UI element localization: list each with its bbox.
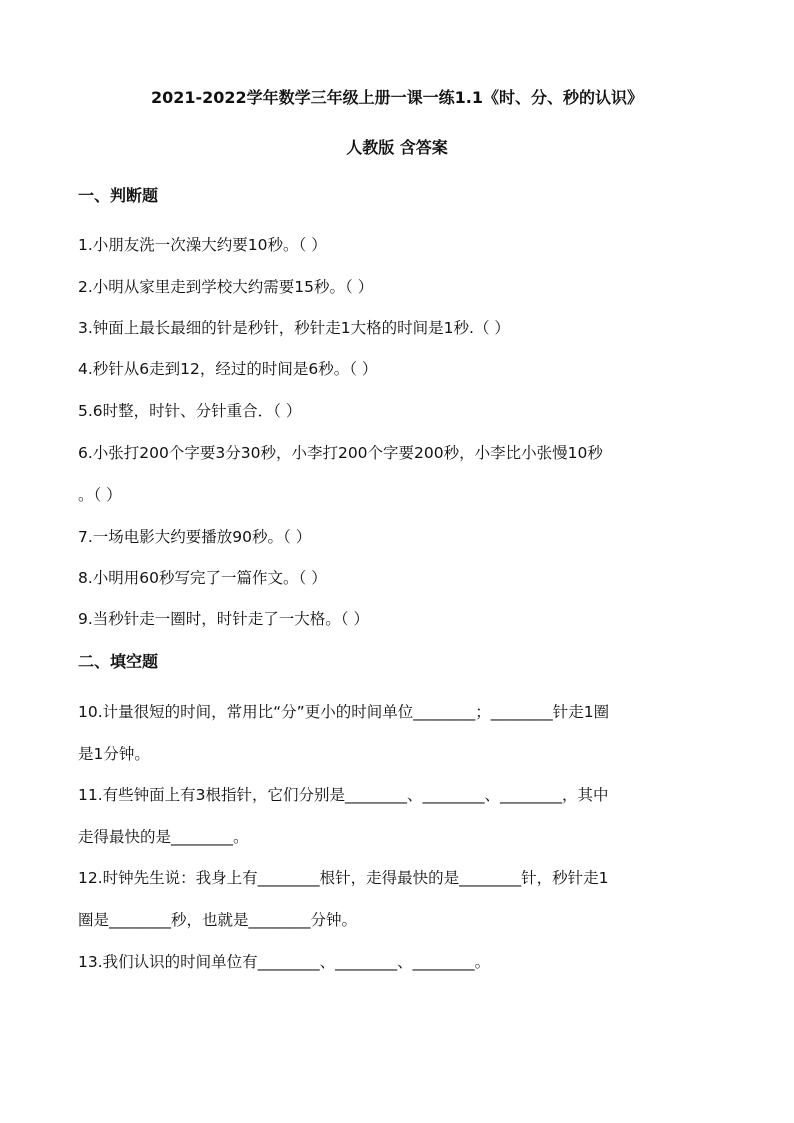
question-6-cont: 。（ ） [78,486,122,504]
question-10: 10.计量很短的时间，常用比“分”更小的时间单位________；________针走1圈 [78,703,610,721]
question-10-cont: 是1分钟。 [78,745,150,763]
page-title: 2021-2022学年数学三年级上册一课一练1.1《时、分、秒的认识》 [150,88,644,107]
section-heading-true-false: 一、判断题 [78,186,159,205]
question-1: 1.小朋友洗一次澡大约要10秒。（ ） [78,236,327,254]
question-13: 13.我们认识的时间单位有________、________、________。 [78,953,491,971]
question-7: 7.一场电影大约要播放90秒。（ ） [78,528,312,546]
question-3: 3.钟面上最长最细的针是秒针，秒针走1大格的时间是1秒.（ ） [78,319,510,337]
question-4: 4.秒针从6走到12，经过的时间是6秒。（ ） [78,360,378,378]
question-2: 2.小明从家里走到学校大约需要15秒。（ ） [78,278,374,296]
question-11: 11.有些钟面上有3根指针，它们分别是________、________、________，其中 [78,786,609,804]
question-9: 9.当秒针走一圈时，时针走了一大格。（ ） [78,610,369,628]
question-8: 8.小明用60秒写完了一篇作文。（ ） [78,569,327,587]
question-12-cont: 圈是________秒，也就是________分钟。 [78,911,358,929]
question-5: 5.6时整，时针、分针重合．（ ） [78,402,302,420]
question-6: 6.小张打200个字要3分30秒，小李打200个字要200秒，小李比小张慢10秒 [78,444,603,462]
section-heading-fill-blank: 二、填空题 [78,652,159,671]
question-11-cont: 走得最快的是________。 [78,828,249,846]
page-subtitle: 人教版 含答案 [346,138,448,157]
question-12: 12.时钟先生说：我身上有________根针，走得最快的是________针，秒针走1 [78,869,609,887]
